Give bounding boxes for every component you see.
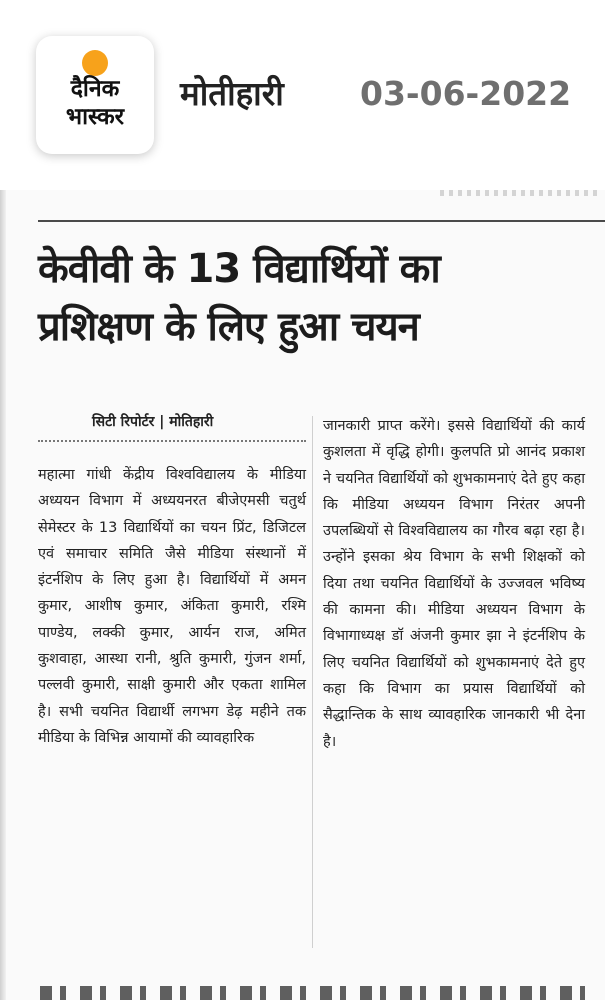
article-headline bbox=[38, 240, 605, 356]
bottom-cutoff-text bbox=[40, 986, 585, 1000]
article-column-2 bbox=[323, 413, 585, 755]
edition-city: मोतीहारी bbox=[180, 74, 284, 113]
column-1-text: महात्मा गांधी केंद्रीय विश्वविद्यालय के मीडिया अध्ययन विभाग में अध्ययनरत बीजेएमसी चतुर्थ सेमेस्टर के 13 विद्यार्थियों का चयन प्रिंट, डिजिटल एवं समाचार समिति जैसे मीडिया संस्थानों में इंटर्नशिप के लिए हुआ है। विद्यार्थियों में अमन कुमार, आशीष कुमार, अंकिता कुमारी, रश्मि पाण्डेय, लक्की कुमार, आर्यन राज, अमित कुशवाहा, आस्था रानी, श्रुति कुमारी, गुंजन शर्मा, पल्लवी कुमारी, साक्षी कुमारी और एकता शामिल है। सभी चयनित विद्यार्थी लगभग डेढ़ महीने तक मीडिया के विभिन्न आयामों की व्यावहारिक bbox=[38, 467, 306, 746]
dainik-bhaskar-logo[interactable] bbox=[36, 36, 154, 154]
byline: सिटी रिपोर्टर | मोतिहारी bbox=[92, 414, 214, 430]
article-column-1 bbox=[38, 410, 306, 751]
clipping-edge bbox=[0, 190, 6, 1000]
headline-line-1: केवीवी के 13 विद्यार्थियों का bbox=[38, 246, 440, 292]
byline-dotted-rule bbox=[38, 440, 306, 442]
logo-text-line1: दैनिक bbox=[70, 76, 120, 102]
newspaper-clipping bbox=[0, 190, 605, 1000]
headline-top-rule bbox=[38, 220, 605, 222]
logo-text-line2: भास्कर bbox=[65, 104, 125, 130]
sun-icon bbox=[82, 50, 108, 76]
header-bar bbox=[0, 0, 605, 190]
column-divider bbox=[312, 416, 313, 948]
headline-line-2: प्रशिक्षण के लिए हुआ चयन bbox=[38, 304, 419, 350]
edition-date: 03-06-2022 bbox=[360, 74, 572, 113]
column-2-text: जानकारी प्राप्त करेंगे। इससे विद्यार्थियों की कार्य कुशलता में वृद्धि होगी। कुलपति प्रो आनंद प्रकाश ने चयनित विद्यार्थियों को शुभकामनाएं देते हुए कहा कि मीडिया अध्ययन विभाग निरंतर अपनी उपलब्धियों से विश्वविद्यालय का गौरव बढ़ा रहा है। उन्होंने इसका श्रेय विभाग के सभी शिक्षकों को दिया तथा चयनित विद्यार्थियों के उज्जवल भविष्य की कामना की। मीडिया अध्ययन विभाग के विभागाध्यक्ष डॉ अंजनी कुमार झा ने इंटर्नशिप के लिए चयनित विद्यार्थियों को शुभकामनाएं देते हुए कहा कि विभाग का प्रयास विद्यार्थियों को सैद्धान्तिक के साथ व्यावहारिक जानकारी भी देना है। bbox=[323, 418, 585, 750]
top-cutoff-text bbox=[440, 190, 600, 196]
